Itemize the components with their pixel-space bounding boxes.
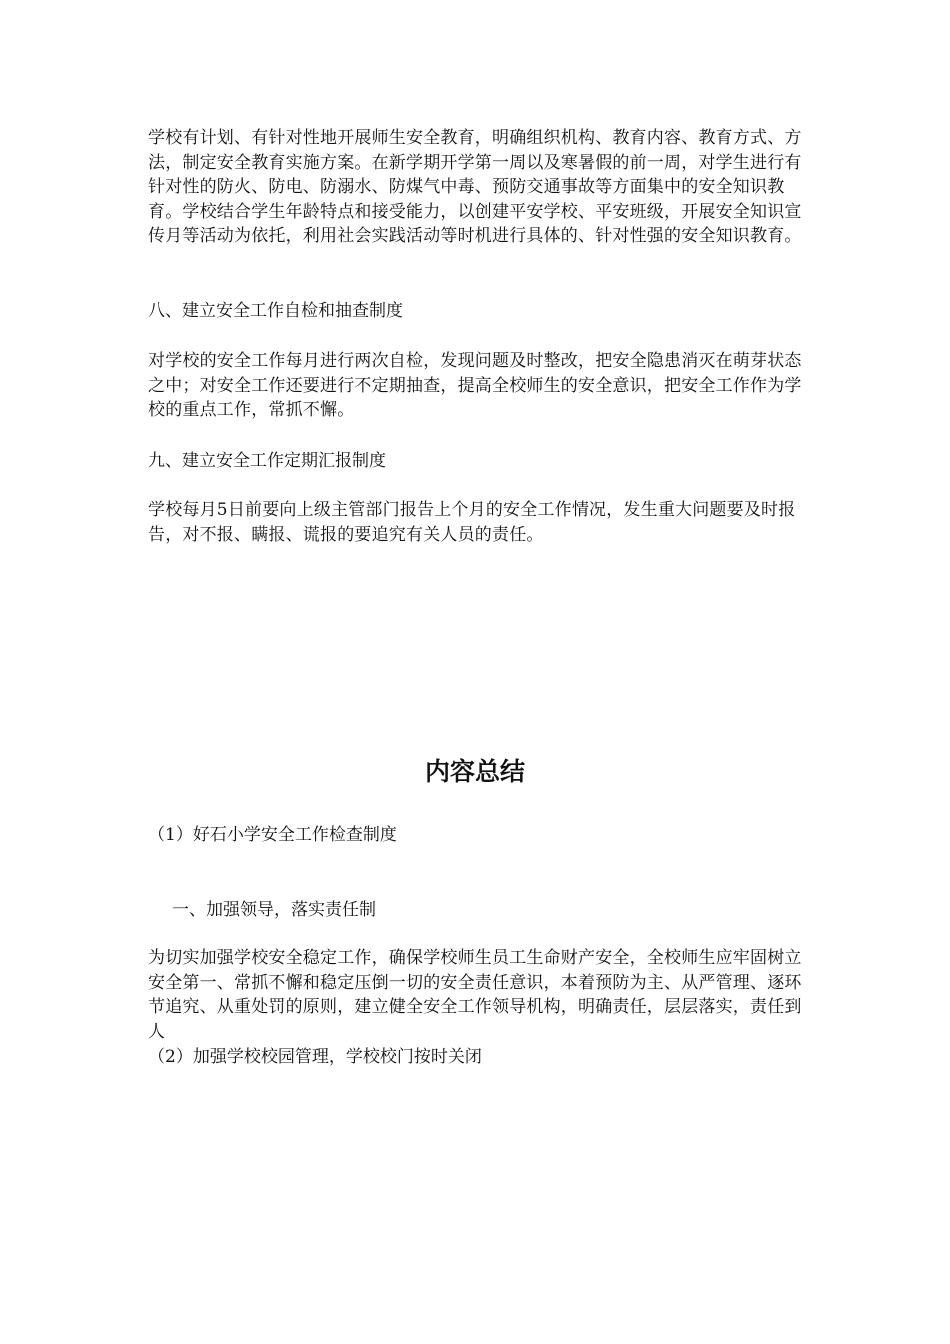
section-seven-body: 学校有计划、有针对性地开展师生安全教育，明确组织机构、教育内容、教育方式、方法，制定安全教育实施方案。在新学期开学第一周以及寒暑假的前一周，对学生进行有针对性的防火、防电、防溺水、防煤气中毒、预防交通事故等方面集中的安全知识教育。学校结合学生年龄特点和接受能力，以创建平安学校、平安班级，开展安全知识宣传月等活动为依托，利用社会实践活动等时机进行具体的、针对性强的安全知识教育。 [148,128,802,246]
summary-subheading: 一、加强领导，落实责任制 [172,900,376,920]
summary-item-1: （1）好石小学安全工作检查制度 [148,825,397,845]
section-eight-body: 对学校的安全工作每月进行两次自检，发现问题及时整改，把安全隐患消灭在萌芽状态之中；对安全工作还要进行不定期抽查，提高全校师生的安全意识，把安全工作作为学校的重点工作，常抓不懈。 [148,351,802,420]
section-eight-heading: 八、建立安全工作自检和抽查制度 [148,301,403,321]
summary-body: 为切实加强学校安全稳定工作，确保学校师生员工生命财产安全，全校师生应牢固树立安全第一、常抓不懈和稳定压倒一切的安全责任意识，本着预防为主、从严管理、逐环节追究、从重处罚的原则，建立健全安全工作领导机构，明确责任，层层落实，责任到人 [148,948,802,1042]
section-nine-body: 学校每月5日前要向上级主管部门报告上个月的安全工作情况，发生重大问题要及时报告，对不报、瞒报、谎报的要追究有关人员的责任。 [148,500,796,545]
summary-item-2: （2）加强学校校园管理，学校校门按时关闭 [148,1047,482,1067]
summary-title: 内容总结 [424,757,525,786]
section-nine-heading: 九、建立安全工作定期汇报制度 [148,451,386,471]
